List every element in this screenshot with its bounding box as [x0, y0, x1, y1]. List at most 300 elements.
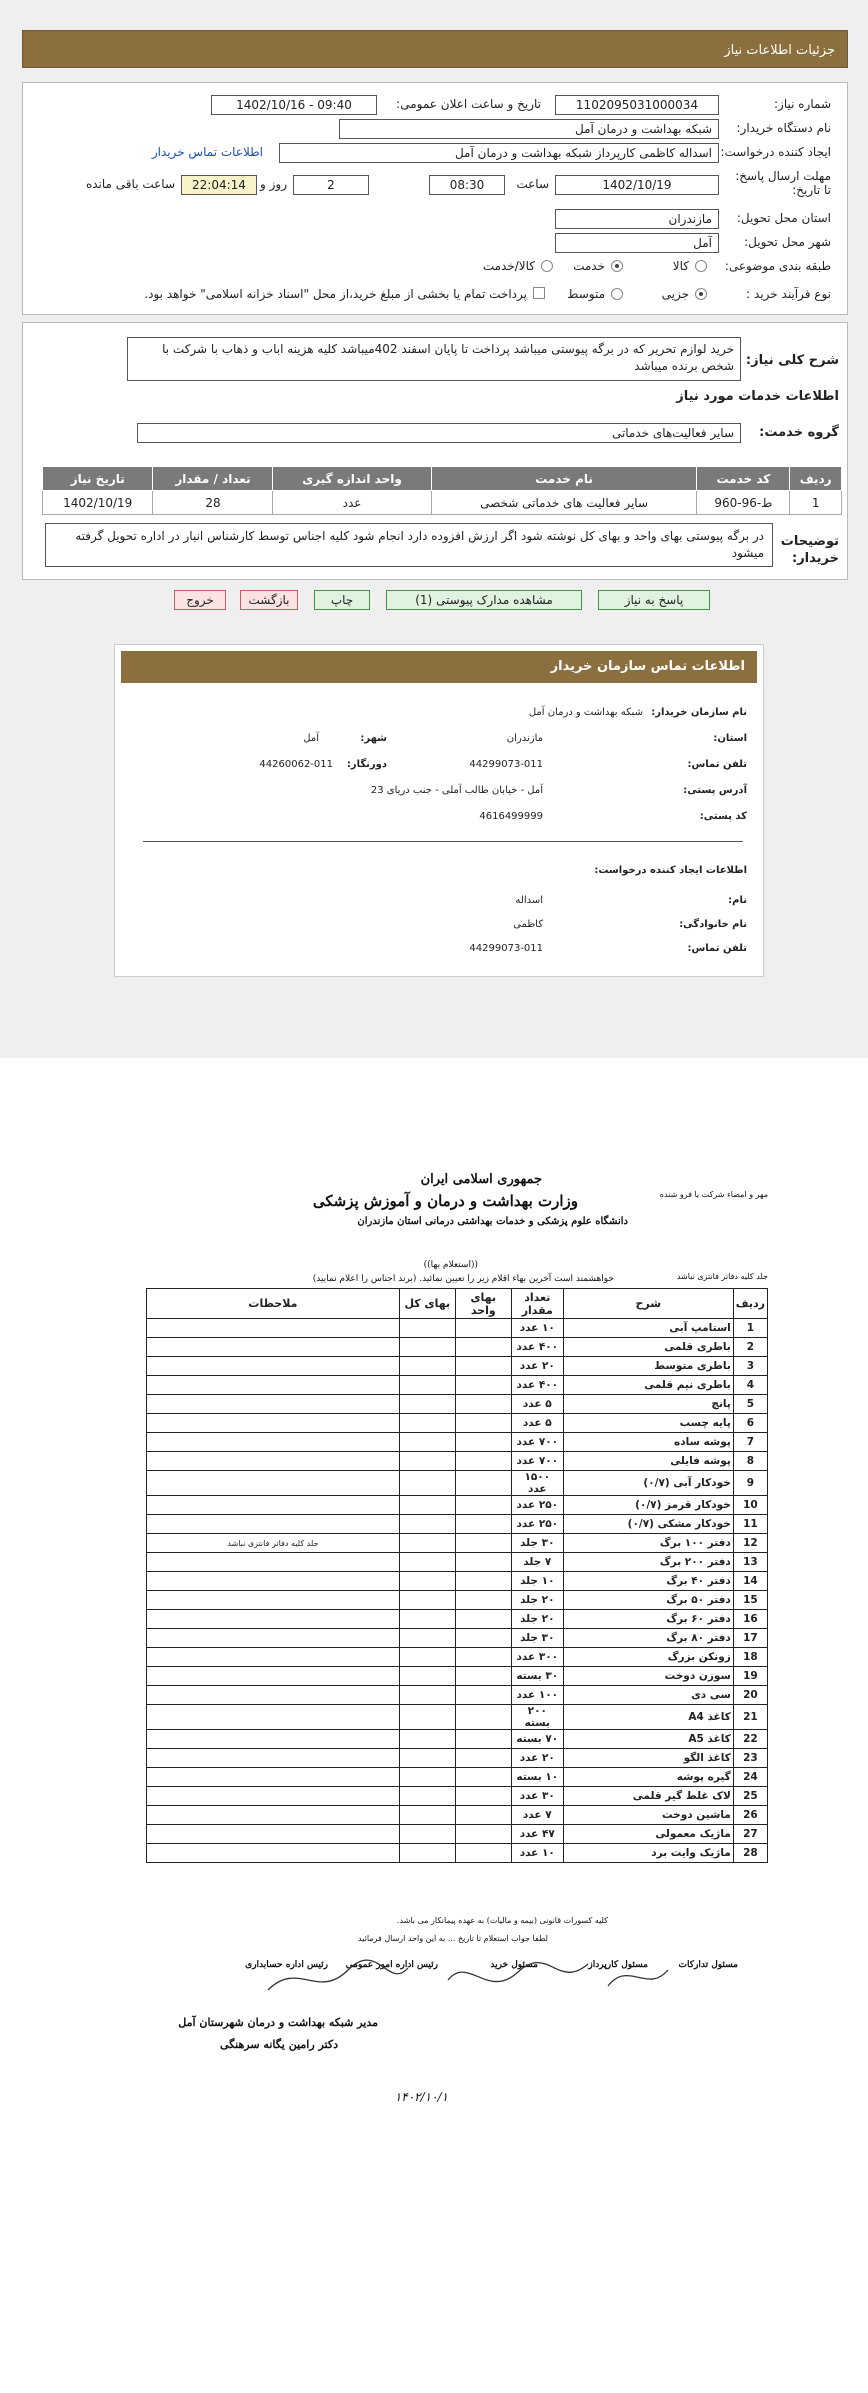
item-unit-price: [455, 1471, 511, 1496]
deadline-time-field: 08:30: [429, 175, 505, 195]
need-number-field: 1102095031000034: [555, 95, 719, 115]
attachment-header-4: بهای کل: [399, 1289, 455, 1319]
item-total-price: [399, 1806, 455, 1825]
item-unit-price: [455, 1749, 511, 1768]
item-description: خودکار قرمز (۰/۷): [563, 1496, 733, 1515]
category-both-radio[interactable]: [541, 260, 553, 272]
treasury-checkbox[interactable]: [533, 287, 545, 299]
item-note: [147, 1610, 400, 1629]
item-number: 13: [733, 1553, 767, 1572]
item-total-price: [399, 1433, 455, 1452]
table-row: [147, 1629, 768, 1648]
handwritten-date: ۱۴۰۲/۱۰/۱: [394, 2090, 448, 2104]
need-summary-panel: [22, 322, 848, 580]
item-quantity: ۷۰۰ عدد: [511, 1452, 563, 1471]
item-total-price: [399, 1730, 455, 1749]
table-row: [147, 1844, 768, 1863]
fax-value: 44260062-011: [259, 759, 333, 770]
item-description: لاک غلط گیر قلمی: [563, 1787, 733, 1806]
item-description: سوزن دوخت: [563, 1667, 733, 1686]
services-header-2: نام خدمت: [431, 467, 697, 491]
item-description: باطری نیم قلمی: [563, 1376, 733, 1395]
fax-label: دورنگار:: [346, 759, 387, 770]
item-unit-price: [455, 1357, 511, 1376]
item-quantity: ۷ جلد: [511, 1553, 563, 1572]
item-quantity: ۲۰ جلد: [511, 1610, 563, 1629]
signer-3: مسئول خرید: [490, 1960, 538, 1970]
item-note: [147, 1768, 400, 1787]
category-goods-radio[interactable]: [695, 260, 707, 272]
item-quantity: ۲۵۰ عدد: [511, 1496, 563, 1515]
doc-note-top: جلد کلیه دفاتر فانتزی نباشد: [676, 1272, 768, 1281]
services-header-4: تعداد / مقدار: [153, 467, 273, 491]
attachment-header-1: شرح: [563, 1289, 733, 1319]
city-field: آمل: [555, 233, 719, 253]
exit-button[interactable]: خروج: [174, 590, 226, 610]
category-both-label: کالا/خدمت: [482, 259, 535, 273]
contact-city-label: شهر:: [360, 733, 387, 744]
director-name: دکتر رامین یگانه سرهنگی: [219, 2038, 338, 2051]
item-unit-price: [455, 1730, 511, 1749]
item-total-price: [399, 1534, 455, 1553]
item-number: 19: [733, 1667, 767, 1686]
buyer-contact-card: [114, 644, 764, 977]
item-description: زونکن بزرگ: [563, 1648, 733, 1667]
table-row: [147, 1730, 768, 1749]
item-number: 4: [733, 1376, 767, 1395]
item-total-price: [399, 1395, 455, 1414]
need-number-label: شماره نیاز:: [774, 97, 831, 111]
item-number: 28: [733, 1844, 767, 1863]
item-description: ماژیک وایت برد: [563, 1844, 733, 1863]
item-number: 1: [733, 1319, 767, 1338]
buyer-label: نام دستگاه خریدار:: [736, 121, 831, 135]
item-quantity: ۷۰۰ عدد: [511, 1433, 563, 1452]
creator-field: اسداله کاظمی کارپرداز شبکه بهداشت و درمان آمل: [279, 143, 719, 163]
item-note: [147, 1414, 400, 1433]
item-note: [147, 1705, 400, 1730]
item-description: ماشین دوخت: [563, 1806, 733, 1825]
attachments-button[interactable]: مشاهده مدارک پیوستی (1): [386, 590, 582, 610]
table-row: [147, 1357, 768, 1376]
item-unit-price: [455, 1667, 511, 1686]
table-row: [147, 1648, 768, 1667]
contact-city-value: آمل: [303, 733, 319, 744]
item-note: [147, 1648, 400, 1667]
item-note: [147, 1395, 400, 1414]
creator-phone-value: 44299073-011: [469, 943, 543, 954]
process-medium-label: متوسط: [567, 287, 605, 301]
item-note: جلد کلیه دفاتر فانتزی نباشد: [147, 1534, 400, 1553]
buyer-field: شبکه بهداشت و درمان آمل: [339, 119, 719, 139]
item-note: [147, 1667, 400, 1686]
family-label: نام خانوادگی:: [679, 919, 747, 930]
table-row: [147, 1433, 768, 1452]
item-unit-price: [455, 1572, 511, 1591]
table-row: [147, 1471, 768, 1496]
item-description: کاغذ الگو: [563, 1749, 733, 1768]
item-quantity: ۷ عدد: [511, 1806, 563, 1825]
item-number: 17: [733, 1629, 767, 1648]
item-total-price: [399, 1787, 455, 1806]
item-number: 21: [733, 1705, 767, 1730]
item-unit-price: [455, 1844, 511, 1863]
item-note: [147, 1553, 400, 1572]
services-cell-2: سایر فعالیت های خدماتی شخصی: [431, 491, 697, 515]
item-number: 18: [733, 1648, 767, 1667]
item-unit-price: [455, 1338, 511, 1357]
item-note: [147, 1357, 400, 1376]
page-title: جزئیات اطلاعات نیاز: [724, 43, 835, 58]
item-unit-price: [455, 1591, 511, 1610]
category-label: طبقه بندی موضوعی:: [724, 259, 831, 273]
table-row: [147, 1686, 768, 1705]
table-row: [147, 1414, 768, 1433]
item-description: استامپ آبی: [563, 1319, 733, 1338]
table-row: [147, 1806, 768, 1825]
item-description: پوشه فایلی: [563, 1452, 733, 1471]
signer-2: مسئول کارپرداز: [588, 1960, 648, 1970]
item-number: 12: [733, 1534, 767, 1553]
item-quantity: ۳۰ بسته: [511, 1667, 563, 1686]
item-unit-price: [455, 1553, 511, 1572]
item-note: [147, 1629, 400, 1648]
item-total-price: [399, 1515, 455, 1534]
table-row: [147, 1534, 768, 1553]
reply-button[interactable]: پاسخ به نیاز: [598, 590, 710, 610]
item-quantity: ۴۰۰ عدد: [511, 1338, 563, 1357]
item-note: [147, 1591, 400, 1610]
name-value: اسداله: [515, 895, 543, 906]
process-label: نوع فرآیند خرید :: [746, 287, 831, 301]
item-number: 15: [733, 1591, 767, 1610]
table-row: [147, 1667, 768, 1686]
days-field: 2: [293, 175, 369, 195]
item-note: [147, 1433, 400, 1452]
item-number: 7: [733, 1433, 767, 1452]
item-number: 20: [733, 1686, 767, 1705]
item-unit-price: [455, 1610, 511, 1629]
item-description: گیره پوشه: [563, 1768, 733, 1787]
item-quantity: ۵ عدد: [511, 1395, 563, 1414]
buyer-notes-label: توضیحات خریدار:: [780, 534, 839, 566]
doc-footer2: لطفا جواب استعلام تا تاریخ ... به این واحد ارسال فرمائید: [357, 1934, 548, 1943]
item-quantity: ۱۰ عدد: [511, 1844, 563, 1863]
item-unit-price: [455, 1686, 511, 1705]
table-row: [147, 1395, 768, 1414]
table-row: [147, 1515, 768, 1534]
item-description: پایه چسب: [563, 1414, 733, 1433]
attachment-header-3: بهای واحد: [455, 1289, 511, 1319]
attachment-header-5: ملاحظات: [147, 1289, 400, 1319]
item-total-price: [399, 1572, 455, 1591]
item-description: پوشه ساده: [563, 1433, 733, 1452]
services-cell-4: 28: [153, 491, 273, 515]
table-row: [147, 1825, 768, 1844]
services-header-1: کد خدمت: [697, 467, 790, 491]
doc-request: خواهشمند است آخرین بهاء اقلام زیر را تعیین نمائید. (برند اجناس را اعلام نمایید): [312, 1274, 614, 1284]
item-note: [147, 1844, 400, 1863]
item-quantity: ۳۰۰ عدد: [511, 1648, 563, 1667]
address-value: آمل - خیابان طالب آملی - جنب دریای 23: [370, 785, 543, 796]
table-row: [147, 1610, 768, 1629]
item-number: 25: [733, 1787, 767, 1806]
table-row: [147, 1319, 768, 1338]
item-quantity: ۵ عدد: [511, 1414, 563, 1433]
table-row: [147, 1705, 768, 1730]
services-header-0: ردیف: [790, 467, 842, 491]
item-description: دفتر ۵۰ برگ: [563, 1591, 733, 1610]
buyer-notes-text: در برگه پیوستی بهای واحد و بهای کل نوشته شود اگر ارزش افزوده دارد انجام شود کلیه اجناس توسط کارشناس انبار در اداره تحویل گرفته میشود: [45, 523, 773, 567]
services-cell-1: ط-96-960: [697, 491, 790, 515]
item-description: دفتر ۶۰ برگ: [563, 1610, 733, 1629]
announce-label: تاریخ و ساعت اعلان عمومی:: [396, 97, 541, 111]
phone-value: 44299073-011: [469, 759, 543, 770]
table-row: [147, 1768, 768, 1787]
item-description: دفتر ۲۰۰ برگ: [563, 1553, 733, 1572]
table-row: [147, 1496, 768, 1515]
divider: [143, 841, 743, 842]
postal-label: کد پستی:: [699, 811, 747, 822]
item-note: [147, 1806, 400, 1825]
summary-text: خرید لوازم تحریر که در برگه پیوستی میباشد پرداخت تا پایان اسفند 402میباشد کلیه هزینه اباب و ذهاب با شرکت با شخص برنده میباشد: [127, 337, 741, 381]
app-window: [0, 0, 868, 1058]
item-unit-price: [455, 1515, 511, 1534]
item-unit-price: [455, 1376, 511, 1395]
item-number: 3: [733, 1357, 767, 1376]
item-total-price: [399, 1319, 455, 1338]
services-table: [42, 466, 842, 515]
item-quantity: ۷۰ بسته: [511, 1730, 563, 1749]
services-cell-3: عدد: [273, 491, 431, 515]
item-total-price: [399, 1825, 455, 1844]
item-description: کاغذ A5: [563, 1730, 733, 1749]
item-note: [147, 1515, 400, 1534]
item-note: [147, 1376, 400, 1395]
item-number: 9: [733, 1471, 767, 1496]
item-number: 5: [733, 1395, 767, 1414]
item-quantity: ۳۰ عدد: [511, 1787, 563, 1806]
need-details-panel: [22, 82, 848, 315]
item-number: 8: [733, 1452, 767, 1471]
item-total-price: [399, 1376, 455, 1395]
item-total-price: [399, 1591, 455, 1610]
city-label: شهر محل تحویل:: [744, 235, 831, 249]
signer-5: رئیس اداره حسابداری: [245, 1960, 328, 1970]
item-unit-price: [455, 1534, 511, 1553]
deadline-date-field: 1402/10/19: [555, 175, 719, 195]
item-quantity: ۱۰ جلد: [511, 1572, 563, 1591]
item-description: باطری متوسط: [563, 1357, 733, 1376]
process-medium-radio[interactable]: [611, 288, 623, 300]
item-total-price: [399, 1705, 455, 1730]
creator-label: ایجاد کننده درخواست:: [720, 145, 831, 159]
item-total-price: [399, 1610, 455, 1629]
category-goods-label: کالا: [672, 259, 689, 273]
item-description: دفتر ۴۰ برگ: [563, 1572, 733, 1591]
item-unit-price: [455, 1787, 511, 1806]
province-field: مازندران: [555, 209, 719, 229]
signer-1: مسئول تدارکات: [678, 1960, 738, 1970]
item-quantity: ۲۰ جلد: [511, 1591, 563, 1610]
item-number: 27: [733, 1825, 767, 1844]
service-group-label: گروه خدمت:: [759, 425, 839, 440]
process-partial-radio[interactable]: [695, 288, 707, 300]
address-label: آدرس پستی:: [683, 785, 747, 796]
announce-field: 1402/10/16 - 09:40: [211, 95, 377, 115]
phone-label: تلفن تماس:: [687, 759, 747, 770]
service-group-field: سایر فعالیت‌های خدماتی: [137, 423, 741, 443]
item-number: 11: [733, 1515, 767, 1534]
item-unit-price: [455, 1768, 511, 1787]
item-total-price: [399, 1496, 455, 1515]
item-total-price: [399, 1452, 455, 1471]
doc-footer1: کلیه کسورات قانونی (بیمه و مالیات) به عهده پیمانکار می باشد.: [396, 1916, 608, 1925]
org-label: نام سازمان خریدار:: [651, 707, 747, 718]
attachment-items-table: [146, 1288, 768, 1863]
item-unit-price: [455, 1648, 511, 1667]
item-unit-price: [455, 1806, 511, 1825]
item-description: دفتر ۸۰ برگ: [563, 1629, 733, 1648]
item-number: 10: [733, 1496, 767, 1515]
item-note: [147, 1825, 400, 1844]
item-number: 23: [733, 1749, 767, 1768]
buyer-contact-link[interactable]: اطلاعات تماس خریدار: [151, 145, 263, 159]
item-note: [147, 1686, 400, 1705]
item-total-price: [399, 1414, 455, 1433]
province-label: استان محل تحویل:: [736, 211, 831, 225]
item-description: خودکار مشکی (۰/۷): [563, 1515, 733, 1534]
item-quantity: ۱۵۰۰ عدد: [511, 1471, 563, 1496]
item-note: [147, 1496, 400, 1515]
services-title: اطلاعات خدمات مورد نیاز: [676, 389, 839, 404]
doc-line2: وزارت بهداشت و درمان و آموزش پزشکی: [312, 1192, 578, 1210]
item-note: [147, 1787, 400, 1806]
item-note: [147, 1452, 400, 1471]
item-number: 24: [733, 1768, 767, 1787]
postal-value: 4616499999: [479, 811, 543, 822]
print-button[interactable]: چاپ: [314, 590, 370, 610]
table-row: [147, 1749, 768, 1768]
item-total-price: [399, 1768, 455, 1787]
item-number: 6: [733, 1414, 767, 1433]
item-quantity: ۱۰۰ عدد: [511, 1686, 563, 1705]
item-unit-price: [455, 1452, 511, 1471]
attachment-document: [138, 1160, 778, 2140]
item-total-price: [399, 1471, 455, 1496]
doc-line1: جمهوری اسلامی ایران: [420, 1172, 542, 1187]
deadline-label: مهلت ارسال پاسخ: تا تاریخ:: [735, 169, 831, 197]
item-total-price: [399, 1749, 455, 1768]
item-description: خودکار آبی (۰/۷): [563, 1471, 733, 1496]
item-quantity: ۲۰ عدد: [511, 1357, 563, 1376]
item-unit-price: [455, 1433, 511, 1452]
item-number: 14: [733, 1572, 767, 1591]
item-total-price: [399, 1338, 455, 1357]
item-quantity: ۳۰ جلد: [511, 1629, 563, 1648]
table-row: [147, 1338, 768, 1357]
signer-4: رئیس اداره امور عمومی: [345, 1960, 438, 1970]
item-note: [147, 1749, 400, 1768]
creator-phone-label: تلفن تماس:: [687, 943, 747, 954]
services-cell-5: 1402/10/19: [43, 491, 153, 515]
item-description: کاغذ A4: [563, 1705, 733, 1730]
table-row: [147, 1572, 768, 1591]
item-quantity: ۱۰ عدد: [511, 1319, 563, 1338]
hour-label: ساعت: [516, 177, 549, 191]
item-total-price: [399, 1629, 455, 1648]
item-total-price: [399, 1686, 455, 1705]
name-label: نام:: [728, 895, 747, 906]
item-description: دفتر ۱۰۰ برگ: [563, 1534, 733, 1553]
item-total-price: [399, 1667, 455, 1686]
item-unit-price: [455, 1825, 511, 1844]
item-total-price: [399, 1648, 455, 1667]
item-quantity: ۴۰۰ عدد: [511, 1376, 563, 1395]
item-total-price: [399, 1553, 455, 1572]
table-row: [43, 491, 842, 515]
item-description: ماژیک معمولی: [563, 1825, 733, 1844]
category-service-radio[interactable]: [611, 260, 623, 272]
director-title: مدیر شبکه بهداشت و درمان شهرستان آمل: [178, 2016, 378, 2029]
table-row: [147, 1591, 768, 1610]
item-quantity: ۲۵۰ عدد: [511, 1515, 563, 1534]
item-note: [147, 1471, 400, 1496]
item-quantity: ۳۰ جلد: [511, 1534, 563, 1553]
contact-province-value: مازندران: [506, 733, 543, 744]
attachment-header-2: تعداد مقدار: [511, 1289, 563, 1319]
category-service-label: خدمت: [573, 259, 605, 273]
table-row: [147, 1452, 768, 1471]
back-button[interactable]: بازگشت: [240, 590, 298, 610]
days-label: روز و: [260, 177, 287, 191]
item-description: باطری قلمی: [563, 1338, 733, 1357]
services-cell-0: 1: [790, 491, 842, 515]
item-unit-price: [455, 1496, 511, 1515]
item-number: 16: [733, 1610, 767, 1629]
summary-label: شرح کلی نیاز:: [745, 353, 839, 368]
item-note: [147, 1730, 400, 1749]
item-unit-price: [455, 1395, 511, 1414]
item-total-price: [399, 1844, 455, 1863]
item-note: [147, 1319, 400, 1338]
signatures-scribble: [258, 1950, 678, 2010]
item-quantity: ۴۷ عدد: [511, 1825, 563, 1844]
family-value: کاظمی: [513, 919, 543, 930]
org-value: شبکه بهداشت و درمان آمل: [528, 707, 643, 718]
contact-province-label: استان:: [713, 733, 747, 744]
table-row: [147, 1553, 768, 1572]
services-header-5: تاریخ نیاز: [43, 467, 153, 491]
item-description: سی دی: [563, 1686, 733, 1705]
item-total-price: [399, 1357, 455, 1376]
doc-estelam: ((استعلام بها)): [423, 1260, 478, 1270]
attachment-header-0: ردیف: [733, 1289, 767, 1319]
process-partial-label: جزیی: [661, 287, 689, 301]
table-row: [147, 1787, 768, 1806]
item-quantity: ۱۰ بسته: [511, 1768, 563, 1787]
item-quantity: ۲۰ عدد: [511, 1749, 563, 1768]
item-unit-price: [455, 1319, 511, 1338]
treasury-note: پرداخت تمام یا بخشی از مبلغ خرید،از محل "اسناد خزانه اسلامی" خواهد بود.: [144, 287, 527, 301]
item-unit-price: [455, 1629, 511, 1648]
creator-info-title: اطلاعات ایجاد کننده درخواست:: [594, 865, 747, 876]
remaining-time-field: 22:04:14: [181, 175, 257, 195]
remaining-label: ساعت باقی مانده: [85, 177, 175, 191]
item-description: پانچ: [563, 1395, 733, 1414]
doc-line3: دانشگاه علوم پزشکی و خدمات بهداشتی درمانی استان مازندران: [357, 1216, 628, 1227]
item-number: 26: [733, 1806, 767, 1825]
